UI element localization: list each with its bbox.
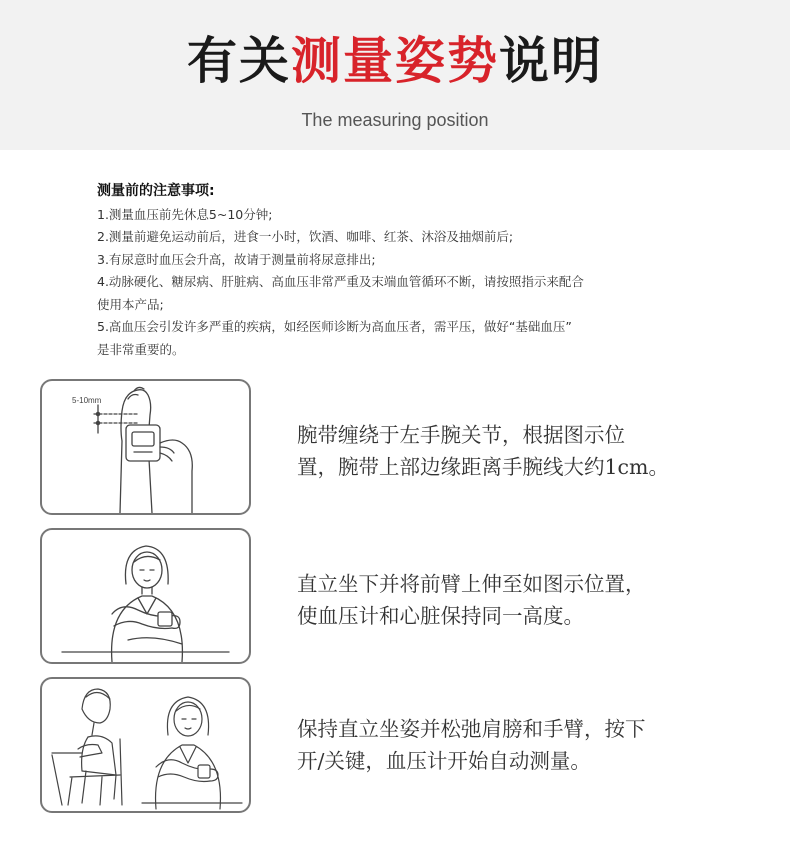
step-1-line-2: 置，腕带上部边缘距离手腕线大约1cm。 <box>297 455 669 479</box>
page-subtitle: The measuring position <box>301 110 489 130</box>
step-1-figure-panel <box>40 379 251 515</box>
precaution-line: 1.测量血压前先休息5~10分钟; <box>97 206 273 222</box>
step-3-figure-panel <box>40 677 251 813</box>
step-1-line-1: 腕带缠绕于左手腕关节，根据图示位 <box>297 423 625 447</box>
precaution-line: 2.测量前避免运动前后，进食一小时，饮酒、咖啡、红茶、沐浴及抽烟前后; <box>97 229 514 244</box>
precaution-line: 4.动脉硬化、糖尿病、肝脏病、高血压非常严重及末端血管循环不断，请按照指示来配合 <box>97 274 584 289</box>
step-2-line-1: 直立坐下并将前臂上伸至如图示位置， <box>297 572 646 596</box>
precaution-line: 是非常重要的。 <box>97 341 185 357</box>
dimension-label: 5-10mm <box>72 396 102 405</box>
seated-side-front-illustration-icon <box>42 679 249 811</box>
page-title <box>0 26 790 96</box>
title-part-2: 说明 <box>499 32 603 90</box>
precaution-line: 5.高血压会引发许多严重的疾病，如经医师诊断为高血压者，需平压，做好“基础血压” <box>97 319 572 334</box>
title-highlight: 测量姿势 <box>291 32 499 90</box>
precaution-line: 使用本产品; <box>97 296 164 312</box>
step-2-figure-panel <box>40 528 251 664</box>
step-3-line-2: 开/关键，血压计开始自动测量。 <box>297 749 591 773</box>
step-3-line-1: 保持直立坐姿并松弛肩膀和手臂，按下 <box>297 717 646 741</box>
precaution-line: 3.有尿意时血压会升高，故请于测量前将尿意排出; <box>97 251 376 267</box>
precautions-section <box>97 180 697 361</box>
step-2-line-2: 使血压计和心脏保持同一高度。 <box>297 604 584 628</box>
wrist-cuff-illustration-icon <box>42 381 249 513</box>
step-2-text <box>297 568 757 632</box>
seated-front-illustration-icon <box>42 530 249 662</box>
step-3-text <box>297 713 757 777</box>
title-part-1: 有关 <box>187 32 291 90</box>
step-1-text <box>297 419 757 483</box>
precautions-heading: 测量前的注意事项: <box>97 183 215 199</box>
